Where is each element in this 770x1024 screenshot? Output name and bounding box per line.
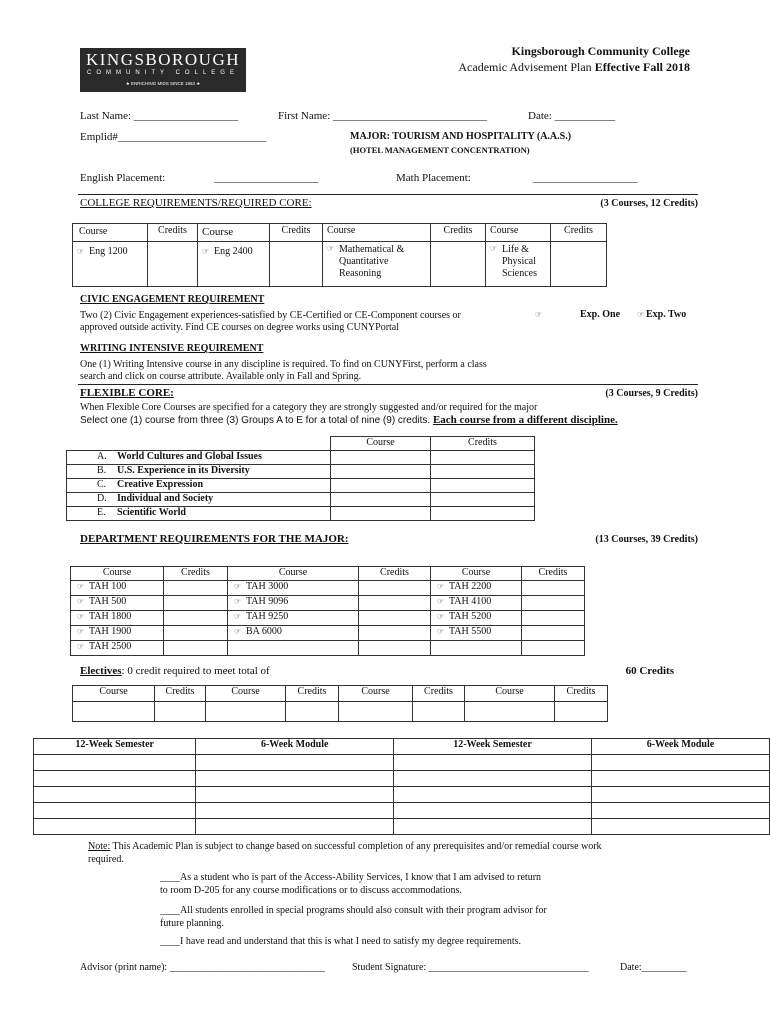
col-header: Credits <box>555 686 608 702</box>
credits-cell[interactable] <box>522 641 585 656</box>
credits-cell[interactable] <box>522 626 585 641</box>
col-header: Course <box>73 224 148 242</box>
core-table <box>72 223 607 287</box>
course-name: Life & Physical Sciences <box>502 244 537 279</box>
course-cell <box>228 581 359 596</box>
credits-cell[interactable] <box>431 451 535 465</box>
checkbox-icon[interactable]: ☞ <box>77 627 85 636</box>
credits-cell[interactable] <box>359 581 431 596</box>
first-name-field[interactable]: First Name: ____________________________ <box>278 110 487 122</box>
exp-one-checkbox-icon[interactable]: ☞ <box>535 310 543 319</box>
checkbox-icon[interactable]: ☞ <box>234 612 242 621</box>
divider <box>78 194 698 195</box>
group-name: Scientific World <box>117 507 186 518</box>
course-name: TAH 1900 <box>89 626 132 637</box>
course-cell[interactable] <box>228 641 359 656</box>
department-title: DEPARTMENT REQUIREMENTS FOR THE MAJOR: <box>80 533 349 545</box>
course-name: TAH 5500 <box>449 626 492 637</box>
flexible-summary: (3 Courses, 9 Credits) <box>605 388 698 399</box>
plan-cell[interactable] <box>591 819 769 835</box>
course-cell <box>71 581 164 596</box>
group-name: Creative Expression <box>117 479 204 490</box>
flexible-note: When Flexible Core Courses are specified for a category they are strongly suggested and/or required for the major <box>80 402 538 413</box>
access-line-2: to room D-205 for any course modifications or to discuss accommodations. <box>160 885 462 896</box>
writing-line-1: One (1) Writing Intensive course in any discipline is required. To find on CUNYFirst, perform a class <box>80 359 487 370</box>
plan-cell[interactable] <box>196 819 394 835</box>
col-header: 6-Week Module <box>196 739 394 755</box>
course-cell[interactable] <box>331 465 431 479</box>
signature-date-field[interactable]: Date:_________ <box>620 962 687 973</box>
writing-title: WRITING INTENSIVE REQUIREMENT <box>80 343 264 354</box>
checkbox-icon[interactable]: ☞ <box>77 247 85 256</box>
plan-cell[interactable] <box>394 771 592 787</box>
col-header: 6-Week Module <box>591 739 769 755</box>
blank-header <box>67 437 331 451</box>
electives-text: : 0 credit required to meet total of <box>121 665 270 677</box>
course-cell[interactable] <box>431 641 522 656</box>
col-header: Credits <box>551 224 607 242</box>
checkbox-icon[interactable]: ☞ <box>77 642 85 651</box>
course-cell[interactable] <box>331 479 431 493</box>
checkbox-icon[interactable]: ☞ <box>202 247 210 256</box>
col-header: Credits <box>148 224 198 242</box>
checkbox-icon[interactable]: ☞ <box>437 627 445 636</box>
col-header: 12-Week Semester <box>394 739 592 755</box>
plan-prefix: Academic Advisement Plan <box>458 60 595 74</box>
note-line-2: required. <box>88 854 124 865</box>
plan-cell[interactable] <box>196 771 394 787</box>
col-header: 12-Week Semester <box>34 739 196 755</box>
credits-cell[interactable] <box>431 507 535 521</box>
core-title: COLLEGE REQUIREMENTS/REQUIRED CORE: <box>80 197 312 209</box>
credits-cell[interactable] <box>164 596 228 611</box>
checkbox-icon[interactable]: ☞ <box>437 612 445 621</box>
credits-cell[interactable] <box>148 242 198 287</box>
course-cell <box>431 581 522 596</box>
course-name: TAH 3000 <box>246 581 289 592</box>
plan-cell[interactable] <box>394 787 592 803</box>
exp-two-checkbox-icon[interactable]: ☞ <box>637 310 645 319</box>
math-placement-field[interactable]: ___________________ <box>533 172 638 184</box>
credits-cell[interactable] <box>359 596 431 611</box>
writing-line-2: search and click on course attribute. Available only in Fall and Spring. <box>80 371 362 382</box>
credits-cell[interactable] <box>522 596 585 611</box>
course-name: TAH 500 <box>89 596 127 607</box>
electives-label: Electives <box>80 665 122 677</box>
group-name: U.S. Experience in its Diversity <box>117 465 250 476</box>
flexible-title: FLEXIBLE CORE: <box>80 387 174 399</box>
exp-two-label: Exp. Two <box>646 309 687 320</box>
plan-cell[interactable] <box>196 755 394 771</box>
course-cell <box>431 626 522 641</box>
col-header: Course <box>206 686 286 702</box>
college-logo <box>80 48 246 92</box>
access-line-1: ____As a student who is part of the Access-Ability Services, I know that I am advised to return <box>160 872 542 883</box>
electives-total: 60 Credits <box>625 665 674 677</box>
credits-cell[interactable] <box>413 702 465 722</box>
course-cell <box>71 626 164 641</box>
exp-one-label: Exp. One <box>580 309 621 320</box>
group-row <box>67 451 331 465</box>
col-header: Credits <box>164 567 228 581</box>
flexible-select <box>80 414 618 426</box>
plan-effective: Effective Fall 2018 <box>594 60 690 74</box>
plan-cell[interactable] <box>591 787 769 803</box>
core-course-cell <box>323 242 431 287</box>
col-header: Course <box>465 686 555 702</box>
credits-cell[interactable] <box>551 242 607 287</box>
credits-cell[interactable] <box>164 641 228 656</box>
course-cell <box>71 641 164 656</box>
col-header: Course <box>71 567 164 581</box>
checkbox-icon[interactable]: ☞ <box>77 597 85 606</box>
credits-cell[interactable] <box>286 702 339 722</box>
course-cell <box>228 611 359 626</box>
credits-cell[interactable] <box>164 581 228 596</box>
credits-cell[interactable] <box>431 242 486 287</box>
logo-text-sub: COMMUNITY COLLEGE <box>87 70 239 76</box>
course-name: TAH 100 <box>89 581 127 592</box>
course-cell <box>228 596 359 611</box>
department-summary: (13 Courses, 39 Credits) <box>595 534 698 545</box>
credits-cell[interactable] <box>155 702 206 722</box>
student-signature-field[interactable]: Student Signature: ________________________________ <box>352 962 589 973</box>
course-name: TAH 4100 <box>449 596 492 607</box>
credits-cell[interactable] <box>270 242 323 287</box>
checkbox-icon[interactable]: ☞ <box>437 582 445 591</box>
course-name: TAH 2200 <box>449 581 492 592</box>
credits-cell[interactable] <box>431 465 535 479</box>
plan-cell[interactable] <box>196 803 394 819</box>
college-name: Kingsborough Community College <box>511 44 690 58</box>
note-label: Note: <box>88 841 111 852</box>
checkbox-icon[interactable]: ☞ <box>234 627 242 636</box>
credits-cell[interactable] <box>359 641 431 656</box>
checkbox-icon[interactable]: ☞ <box>437 597 445 606</box>
logo-text-main: KINGSBOROUGH <box>85 50 240 69</box>
col-header: Credits <box>431 224 486 242</box>
plan-cell[interactable] <box>34 755 196 771</box>
group-row <box>67 465 331 479</box>
semester-plan-table <box>33 738 770 835</box>
core-course-cell <box>486 242 551 287</box>
course-cell[interactable] <box>331 493 431 507</box>
plan-cell[interactable] <box>591 803 769 819</box>
math-placement-label: Math Placement: <box>396 172 471 184</box>
col-header: Course <box>486 224 551 242</box>
civic-title: CIVIC ENGAGEMENT REQUIREMENT <box>80 294 265 305</box>
group-row <box>67 479 331 493</box>
english-placement-field[interactable]: ___________________ <box>214 172 319 184</box>
course-cell[interactable] <box>206 702 286 722</box>
course-cell[interactable] <box>465 702 555 722</box>
group-letter: C. <box>97 479 107 490</box>
plan-title <box>370 60 690 75</box>
emplid-field[interactable]: Emplid#___________________________ <box>80 131 267 143</box>
plan-cell[interactable] <box>394 819 592 835</box>
col-header: Course <box>331 437 431 451</box>
course-name: Mathematical & Quantitative Reasoning <box>339 244 405 279</box>
col-header: Credits <box>413 686 465 702</box>
checkbox-icon[interactable]: ☞ <box>327 244 335 253</box>
col-header: Credits <box>522 567 585 581</box>
course-cell[interactable] <box>331 451 431 465</box>
credits-cell[interactable] <box>164 626 228 641</box>
course-cell <box>431 611 522 626</box>
course-name: BA 6000 <box>246 626 282 637</box>
credits-cell[interactable] <box>359 611 431 626</box>
credits-cell[interactable] <box>555 702 608 722</box>
plan-cell[interactable] <box>394 803 592 819</box>
course-name: TAH 9096 <box>246 596 289 607</box>
group-row <box>67 507 331 521</box>
plan-cell[interactable] <box>34 787 196 803</box>
read-understand-line: ____I have read and understand that this is what I need to satisfy my degree requirements. <box>160 936 522 947</box>
checkbox-icon[interactable]: ☞ <box>490 244 498 253</box>
date-field[interactable]: Date: ___________ <box>528 110 616 122</box>
course-name: TAH 2500 <box>89 641 132 652</box>
col-header: Course <box>73 686 155 702</box>
course-name: TAH 9250 <box>246 611 289 622</box>
note-text: This Academic Plan is subject to change based on successful completion of any prerequisites and/or remedial course work <box>110 841 602 852</box>
special-line-1: ____All students enrolled in special programs should also consult with their program advisor for <box>160 905 547 916</box>
course-cell <box>71 611 164 626</box>
electives-line <box>80 665 270 677</box>
credits-cell[interactable] <box>431 493 535 507</box>
credits-cell[interactable] <box>164 611 228 626</box>
core-course-cell <box>73 242 148 287</box>
course-cell <box>228 626 359 641</box>
flexible-table <box>66 436 535 521</box>
divider <box>78 384 698 385</box>
group-letter: E. <box>97 507 106 518</box>
plan-cell[interactable] <box>34 819 196 835</box>
course-cell[interactable] <box>73 702 155 722</box>
major-title: MAJOR: TOURISM AND HOSPITALITY (A.A.S.) <box>350 131 572 142</box>
col-header: Credits <box>431 437 535 451</box>
plan-cell[interactable] <box>196 787 394 803</box>
col-header: Credits <box>155 686 206 702</box>
credits-cell[interactable] <box>522 581 585 596</box>
group-row <box>67 493 331 507</box>
group-letter: A. <box>97 451 107 462</box>
col-header: Credits <box>359 567 431 581</box>
advisor-signature-field[interactable]: Advisor (print name): _______________________________ <box>80 962 325 973</box>
note-line-1 <box>88 841 602 852</box>
credits-cell[interactable] <box>431 479 535 493</box>
plan-cell[interactable] <box>34 771 196 787</box>
credits-cell[interactable] <box>522 611 585 626</box>
group-letter: B. <box>97 465 107 476</box>
course-name: TAH 1800 <box>89 611 132 622</box>
special-line-2: future planning. <box>160 918 224 929</box>
civic-line-1: Two (2) Civic Engagement experiences-satisfied by CE-Certified or CE-Component courses or <box>80 310 461 321</box>
core-course-cell <box>198 242 270 287</box>
checkbox-icon[interactable]: ☞ <box>77 582 85 591</box>
course-cell <box>431 596 522 611</box>
plan-cell[interactable] <box>394 755 592 771</box>
flexible-select-bold: Each course from a different discipline. <box>432 414 618 426</box>
col-header: Credits <box>270 224 323 242</box>
plan-cell[interactable] <box>591 771 769 787</box>
core-summary: (3 Courses, 12 Credits) <box>600 198 698 209</box>
checkbox-icon[interactable]: ☞ <box>77 612 85 621</box>
last-name-field[interactable]: Last Name: ___________________ <box>80 110 239 122</box>
department-table <box>70 566 585 656</box>
credits-cell[interactable] <box>359 626 431 641</box>
course-name: Eng 1200 <box>89 246 128 257</box>
plan-cell[interactable] <box>34 803 196 819</box>
col-header: Course <box>431 567 522 581</box>
civic-line-2: approved outside activity. Find CE courses on degree works using CUNYPortal <box>80 322 400 333</box>
col-header: Course <box>198 224 270 242</box>
plan-cell[interactable] <box>591 755 769 771</box>
col-header: Credits <box>286 686 339 702</box>
col-header: Course <box>339 686 413 702</box>
group-name: Individual and Society <box>117 493 214 504</box>
checkbox-icon[interactable]: ☞ <box>234 597 242 606</box>
logo-tagline: ★ ENRICHING MIDS SINCE 1963 ★ <box>125 81 201 86</box>
course-name: Eng 2400 <box>214 246 253 257</box>
concentration: (HOTEL MANAGEMENT CONCENTRATION) <box>350 145 530 155</box>
group-letter: D. <box>97 493 107 504</box>
group-name: World Cultures and Global Issues <box>117 451 262 462</box>
course-cell[interactable] <box>339 702 413 722</box>
electives-table <box>72 685 608 722</box>
col-header: Course <box>228 567 359 581</box>
course-cell <box>71 596 164 611</box>
course-cell[interactable] <box>331 507 431 521</box>
checkbox-icon[interactable]: ☞ <box>234 582 242 591</box>
col-header: Course <box>323 224 431 242</box>
english-placement-label: English Placement: <box>80 172 166 184</box>
flexible-select-text: Select one (1) course from three (3) Groups A to E for a total of nine (9) credits. <box>80 415 433 426</box>
course-name: TAH 5200 <box>449 611 492 622</box>
